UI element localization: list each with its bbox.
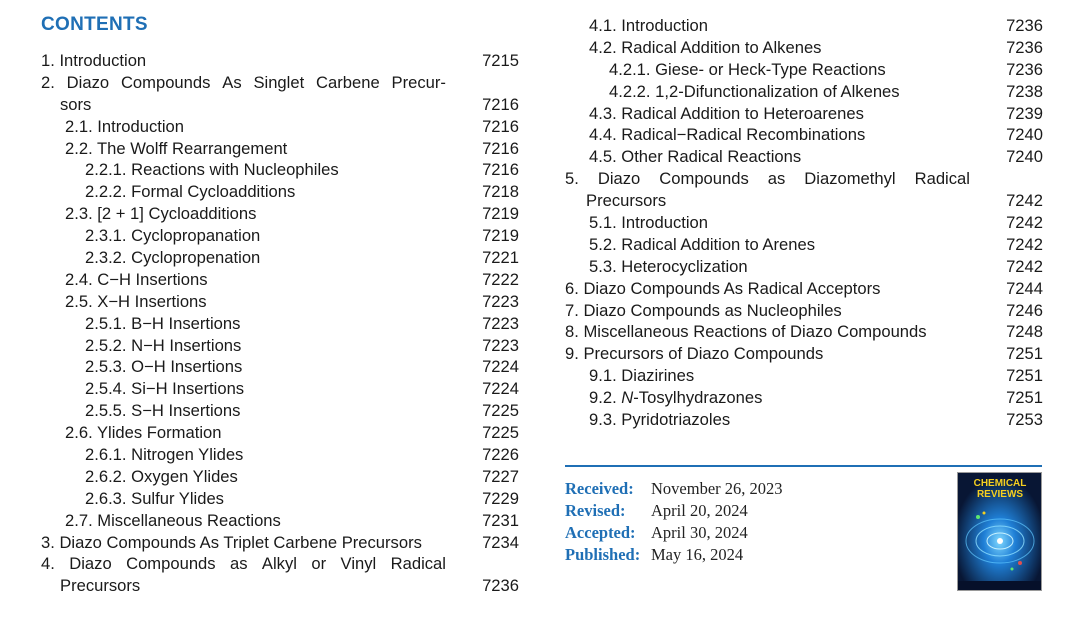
toc-entry-page: 7242 xyxy=(1006,213,1043,233)
toc-entry-title: sors xyxy=(60,94,92,114)
toc-entry-title: 2.6.2. Oxygen Ylides xyxy=(85,466,238,486)
toc-entry-page: 7224 xyxy=(482,379,519,399)
toc-entry-page: 7215 xyxy=(482,51,519,70)
toc-entry-page: 7218 xyxy=(482,182,519,202)
toc-entry-page: 7236 xyxy=(1006,37,1043,57)
toc-entry[interactable] xyxy=(41,335,519,357)
toc-entry[interactable] xyxy=(565,343,1043,365)
toc-entry-title: 4.1. Introduction xyxy=(589,16,709,35)
toc-entry[interactable] xyxy=(565,278,1043,300)
toc-entry-page: 7219 xyxy=(482,226,519,246)
toc-entry-page: 7226 xyxy=(482,445,519,465)
toc-entry-title: 9.2. N-Tosylhydrazones xyxy=(589,388,763,408)
toc-entry-page: 7216 xyxy=(482,116,519,136)
toc-entry-title: 2.2.1. Reactions with Nucleophiles xyxy=(85,160,339,180)
toc-entry[interactable] xyxy=(565,103,1043,125)
toc-entry-page: 7240 xyxy=(1006,125,1043,145)
toc-entry-title: 5.2. Radical Addition to Arenes xyxy=(589,234,816,254)
history-date: May 16, 2024 xyxy=(651,545,744,564)
toc-entry-title: 2.7. Miscellaneous Reactions xyxy=(65,510,281,530)
toc-entry[interactable] xyxy=(565,146,1043,168)
toc-entry[interactable] xyxy=(565,321,1043,343)
toc-entry-page: 7225 xyxy=(482,401,519,421)
toc-entry-title: 2.1. Introduction xyxy=(65,116,185,136)
toc-entry-title: 8. Miscellaneous Reactions of Diazo Compounds xyxy=(565,322,927,342)
toc-entry[interactable] xyxy=(565,300,1043,322)
toc-entry[interactable] xyxy=(41,138,519,160)
history-label: Accepted: xyxy=(565,523,636,542)
article-history xyxy=(565,478,783,566)
toc-entry[interactable] xyxy=(565,212,1043,234)
history-date: November 26, 2023 xyxy=(651,479,783,498)
toc-entry-title: 2.5. X−H Insertions xyxy=(65,291,207,311)
toc-entry-title: 9. Precursors of Diazo Compounds xyxy=(565,344,824,364)
toc-entry-title: 2.5.4. Si−H Insertions xyxy=(85,379,245,399)
toc-entry-title: 2.4. C−H Insertions xyxy=(65,269,208,289)
toc-entry[interactable] xyxy=(41,378,519,400)
toc-entry-page: 7223 xyxy=(482,313,519,333)
toc-entry[interactable] xyxy=(565,409,1043,431)
toc-entry-title: 2.5.2. N−H Insertions xyxy=(85,335,242,355)
toc-entry[interactable] xyxy=(41,269,519,291)
toc-entry[interactable] xyxy=(41,575,519,597)
toc-entry-title: Precursors xyxy=(60,576,141,596)
toc-entry-page: 7231 xyxy=(482,510,519,530)
toc-entry[interactable] xyxy=(565,256,1043,278)
history-date: April 30, 2024 xyxy=(651,523,748,542)
toc-entry[interactable] xyxy=(41,444,519,466)
history-divider xyxy=(565,465,1042,467)
history-published xyxy=(565,544,783,566)
cover-title-line2: REVIEWS xyxy=(976,489,1024,500)
toc-entry-page: 7246 xyxy=(1006,300,1043,320)
toc-entry-page: 7216 xyxy=(482,94,519,114)
toc-entry[interactable] xyxy=(41,116,519,138)
toc-entry-title: 2.2. The Wolff Rearrangement xyxy=(65,138,288,158)
toc-entry[interactable] xyxy=(41,225,519,247)
toc-entry[interactable] xyxy=(41,291,519,313)
toc-entry-title: 6. Diazo Compounds As Radical Acceptors xyxy=(565,278,881,298)
toc-entry-title: Precursors xyxy=(586,191,667,211)
toc-entry-page: 7234 xyxy=(482,532,519,552)
toc-entry-page: 7242 xyxy=(1006,191,1043,211)
toc-entry-page: 7251 xyxy=(1006,366,1043,386)
toc-entry[interactable] xyxy=(565,15,1043,37)
toc-entry-page: 7221 xyxy=(482,248,519,268)
toc-entry[interactable] xyxy=(565,168,1043,190)
toc-entry[interactable] xyxy=(41,532,519,554)
toc-entry-page: 7244 xyxy=(1006,278,1043,298)
toc-entry-page: 7242 xyxy=(1006,256,1043,276)
toc-left-column xyxy=(41,50,519,597)
history-label: Received: xyxy=(565,479,634,498)
toc-entry[interactable] xyxy=(41,181,519,203)
history-received xyxy=(565,478,783,500)
toc-entry-page: 7236 xyxy=(482,576,519,596)
toc-entry[interactable] xyxy=(41,72,519,94)
toc-entry[interactable] xyxy=(41,94,519,116)
toc-entry[interactable] xyxy=(41,313,519,335)
toc-entry-page: 7222 xyxy=(482,269,519,289)
toc-entry-title: 5.3. Heterocyclization xyxy=(589,256,748,276)
toc-entry-page: 7229 xyxy=(482,488,519,508)
toc-entry-page: 7251 xyxy=(1006,344,1043,364)
toc-entry-title: 2.3.1. Cyclopropanation xyxy=(85,226,261,246)
toc-entry-title: 3. Diazo Compounds As Triplet Carbene Precursors xyxy=(41,532,422,552)
toc-entry-page: 7216 xyxy=(482,160,519,180)
toc-entry-page: 7227 xyxy=(482,466,519,486)
toc-entry[interactable] xyxy=(565,37,1043,59)
toc-entry-page: 7225 xyxy=(482,423,519,443)
toc-entry[interactable] xyxy=(41,488,519,510)
toc-entry-page: 7219 xyxy=(482,204,519,224)
toc-entry[interactable] xyxy=(41,356,519,378)
toc-entry-page: 7251 xyxy=(1006,388,1043,408)
toc-right-column xyxy=(565,15,1043,431)
toc-entry[interactable] xyxy=(41,247,519,269)
toc-entry-page: 7240 xyxy=(1006,147,1043,167)
cover-title-line1: CHEMICAL xyxy=(973,478,1027,489)
toc-entry-page: 7238 xyxy=(1006,81,1043,101)
toc-entry-title: 2.3. [2 + 1] Cycloadditions xyxy=(65,204,257,224)
history-revised xyxy=(565,500,783,522)
toc-entry-title: 2.6.3. Sulfur Ylides xyxy=(85,488,224,508)
toc-entry-title: 4.3. Radical Addition to Heteroarenes xyxy=(589,103,864,123)
history-accepted xyxy=(565,522,783,544)
toc-entry[interactable] xyxy=(565,81,1043,103)
toc-entry-page: 7236 xyxy=(1006,16,1043,35)
history-label: Published: xyxy=(565,545,641,564)
toc-entry[interactable] xyxy=(41,50,519,72)
toc-entry-title: 4.2. Radical Addition to Alkenes xyxy=(589,37,822,57)
toc-entry[interactable] xyxy=(41,159,519,181)
toc-entry-page: 7242 xyxy=(1006,234,1043,254)
toc-entry-page: 7248 xyxy=(1006,322,1043,342)
contents-heading: CONTENTS xyxy=(41,14,148,35)
toc-entry-page: 7223 xyxy=(482,335,519,355)
toc-entry[interactable] xyxy=(565,124,1043,146)
toc-entry-title: 4.5. Other Radical Reactions xyxy=(589,147,802,167)
toc-entry-title: 7. Diazo Compounds as Nucleophiles xyxy=(565,300,842,320)
toc-entry[interactable] xyxy=(565,59,1043,81)
toc-entry[interactable] xyxy=(565,234,1043,256)
toc-entry-title: 2.2.2. Formal Cycloadditions xyxy=(85,182,296,202)
toc-entry[interactable] xyxy=(41,553,519,575)
toc-entry-title: 1. Introduction xyxy=(41,51,147,70)
toc-entry-title: 4.2.1. Giese- or Heck-Type Reactions xyxy=(609,59,886,79)
journal-cover-image[interactable] xyxy=(957,472,1042,591)
toc-entry-page: 7223 xyxy=(482,291,519,311)
toc-entry-title: 2. Diazo Compounds As Singlet Carbene Precur- xyxy=(41,72,446,92)
toc-entry-page: 7224 xyxy=(482,357,519,377)
toc-entry-title: 4.4. Radical−Radical Recombinations xyxy=(589,125,866,145)
history-label: Revised: xyxy=(565,501,626,520)
toc-entry[interactable] xyxy=(565,190,1043,212)
toc-entry-title: 2.6.1. Nitrogen Ylides xyxy=(85,445,244,465)
toc-entry-title: 4.2.2. 1,2-Difunctionalization of Alkenes xyxy=(609,81,900,101)
toc-entry[interactable] xyxy=(41,400,519,422)
toc-entry-page: 7239 xyxy=(1006,103,1043,123)
toc-entry-title: 2.5.3. O−H Insertions xyxy=(85,357,243,377)
toc-entry-title: 2.5.5. S−H Insertions xyxy=(85,401,241,421)
toc-entry-title: 2.6. Ylides Formation xyxy=(65,423,222,443)
toc-entry[interactable] xyxy=(41,203,519,225)
history-date: April 20, 2024 xyxy=(651,501,748,520)
toc-entry-page: 7253 xyxy=(1006,410,1043,430)
toc-entry-title: 2.3.2. Cyclopropenation xyxy=(85,248,261,268)
toc-entry-title: 9.1. Diazirines xyxy=(589,366,695,386)
toc-entry-page: 7236 xyxy=(1006,59,1043,79)
toc-entry[interactable] xyxy=(41,422,519,444)
toc-entry-title: 4. Diazo Compounds as Alkyl or Vinyl Radical xyxy=(41,554,446,574)
toc-entry-title: 2.5.1. B−H Insertions xyxy=(85,313,241,333)
toc-entry-title: 5. Diazo Compounds as Diazomethyl Radical xyxy=(565,169,970,189)
toc-entry[interactable] xyxy=(41,466,519,488)
toc-entry-page: 7216 xyxy=(482,138,519,158)
toc-entry[interactable] xyxy=(565,387,1043,409)
toc-entry[interactable] xyxy=(565,365,1043,387)
toc-entry-title: 5.1. Introduction xyxy=(589,213,709,233)
cover-artwork xyxy=(958,473,1041,590)
toc-entry-title: 9.3. Pyridotriazoles xyxy=(589,410,731,430)
toc-entry[interactable] xyxy=(41,510,519,532)
